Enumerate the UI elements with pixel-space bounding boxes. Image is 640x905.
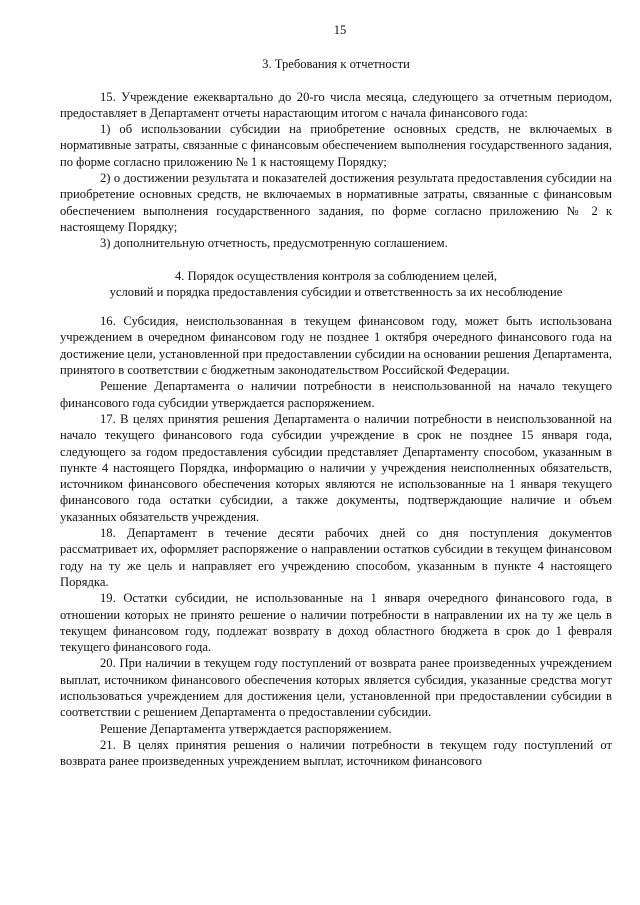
paragraph: 19. Остатки субсидии, не использованные на 1 января очередного финансового года, в отношении которых не принято решение о наличии потребности в направлении их на ту же цель в текущем финансовом году, подлежат возврату в доход областного бюджета в срок до 1 февраля текущего финансового года. xyxy=(60,591,612,655)
paragraph: 3) дополнительную отчетность, предусмотренную соглашением. xyxy=(100,236,448,251)
page-number: 15 xyxy=(333,23,347,37)
paragraph: 2) о достижении результата и показателей достижения результата предоставления субсидии на приобретение основных средств, не включаемых в нормативные затраты, связанные с финансовым обеспечением выполнения государственного задания, по форме согласно приложению № 2 к настоящему Порядку; xyxy=(60,171,612,234)
section-gap xyxy=(60,252,612,268)
paragraph: 17. В целях принятия решения Департамента о наличии потребности в неиспользованной на начало текущего финансового года субсидии учреждение в срок не позднее 15 января года, следующего за годом предоставления субсидии представляет Департаменту способом, указанным в пункте 4 настоящего Порядка, информацию о наличии у учреждения неисполненных обязательств, источником финансового обеспечения которых являются не использованные на 1 января текущего финансового года остатки субсидии, а также документы, подтверждающие наличие и объем указанных обязательств учреждения. xyxy=(60,411,612,524)
section-reporting xyxy=(60,56,612,251)
paragraph: Решение Департамента о наличии потребности в неиспользованной на начало текущего финансового года субсидии утверждается распоряжением. xyxy=(60,379,612,410)
paragraph: 15. Учреждение ежеквартально до 20-го числа месяца, следующего за отчетным периодом, предоставляет в Департамент отчеты нарастающим итогом с начала финансового года: xyxy=(60,89,612,120)
paragraph: 16. Субсидия, неиспользованная в текущем финансовом году, может быть использована учреждением в очередном финансовом году не позднее 1 октября очередного финансового года на достижение цели, установленной при предоставлении субсидии на основании решения Департамента, принятого в соответствии с бюджетным законодательством Российской Федерации. xyxy=(60,314,612,378)
paragraph: 20. При наличии в текущем году поступлений от возврата ранее произведенных учреждением выплат, источником финансового обеспечения которых является субсидия, указанные средства могут использоваться учреждением для достижения цели, установленной при предоставлении субсидии в соответствии с решением Департамента о предоставлении субсидии. xyxy=(60,656,612,720)
paragraph: Решение Департамента утверждается распоряжением. xyxy=(100,721,392,736)
heading-line: 3. Требования к отчетности xyxy=(262,57,410,72)
paragraph: 21. В целях принятия решения о наличии потребности в текущем году поступлений от возврата ранее произведенных учреждением выплат, источником финансового xyxy=(60,737,612,769)
section-control xyxy=(60,268,612,770)
heading-line: 4. Порядок осуществления контроля за соблюдением целей, xyxy=(175,268,497,283)
section-heading xyxy=(60,268,612,301)
section-heading xyxy=(60,56,612,72)
paragraph: 1) об использовании субсидии на приобретение основных средств, не включаемых в нормативные затраты, связанные с финансовым обеспечением выполнения государственного задания, по форме согласно приложению № 1 к настоящему Порядку; xyxy=(60,122,612,169)
paragraph: 18. Департамент в течение десяти рабочих дней со дня поступления документов рассматривает их, оформляет распоряжение о направлении остатков субсидии в текущем финансовом году на ту же цель и направляет его учреждению способом, указанным в пункте 4 настоящего Порядка. xyxy=(60,526,612,589)
document-page xyxy=(60,22,612,769)
heading-line: условий и порядка предоставления субсидии и ответственность за их несоблюдение xyxy=(109,284,563,299)
